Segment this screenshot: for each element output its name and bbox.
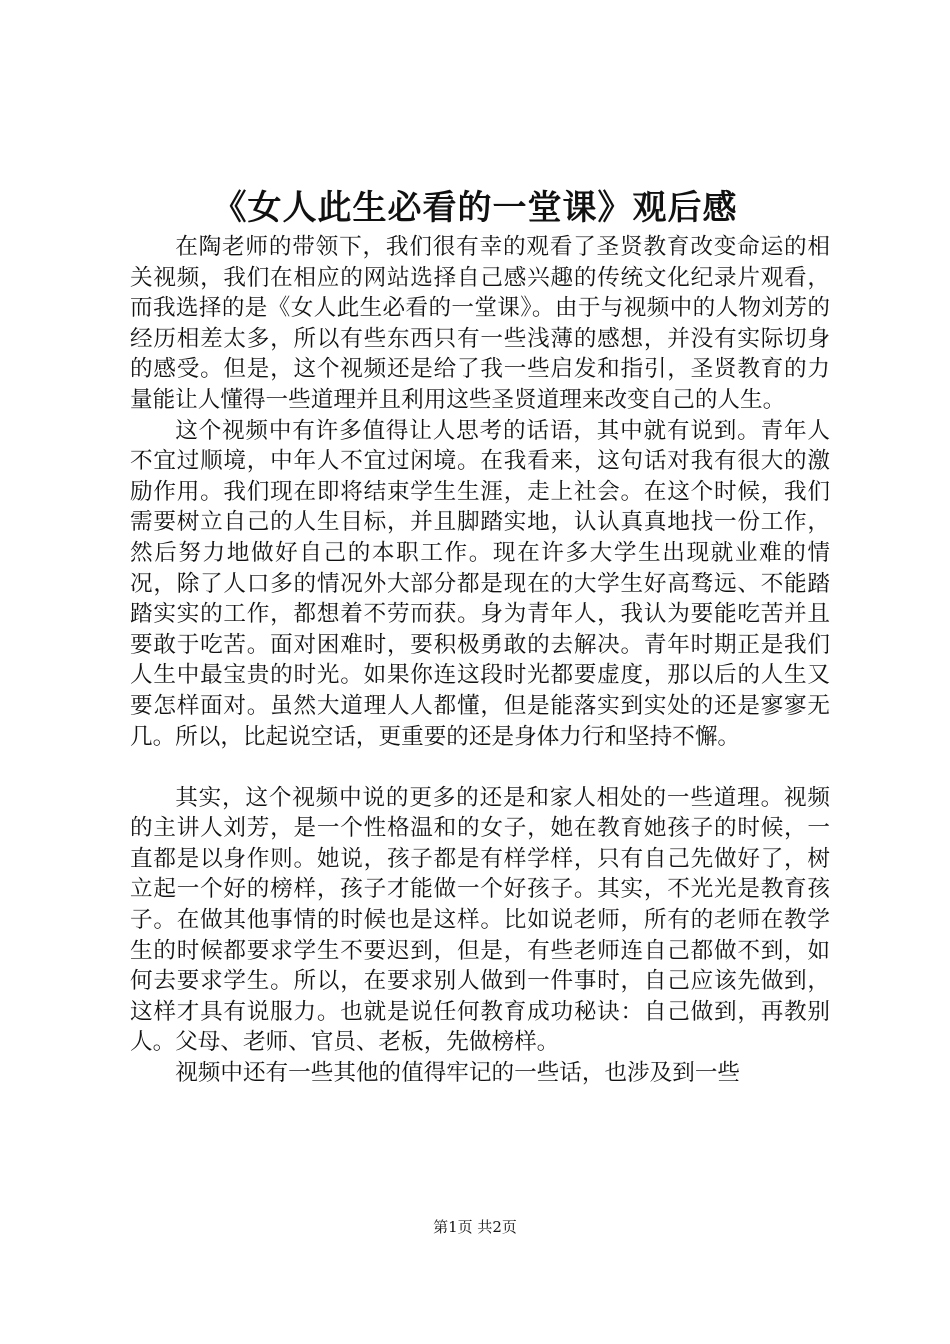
paragraph: 视频中还有一些其他的值得牢记的一些话，也涉及到一些: [175, 1060, 741, 1087]
paragraph: 这个视频中有许多值得让人思考的话语，其中就有说到。青年人不宜过顺境，中年人不宜过闲境。在我看来，这句话对我有很大的激励作用。我们现在即将结束学生生涯，走上社会。在这个时候，我们需要树立自己的人生目标，并且脚踏实地，认认真真地找一份工作，然后努力地做好自己的本职工作。现在许多大学生出现就业难的情况，除了人口多的情况外大部分都是现在的大学生好高骛远、不能踏踏实实的工作，都想着不劳而获。身为青年人，我认为要能吃苦并且要敢于吃苦。面对困难时，要积极勇敢的去解决。青年时期正是我们人生中最宝贵的时光。如果你连这段时光都要虚度，那以后的人生又要怎样面对。虽然大道理人人都懂，但是能落实到实处的还是寥寥无几。所以，比起说空话，更重要的还是身体力行和坚持不懈。: [130, 417, 830, 750]
document-body: [130, 232, 830, 1089]
paragraph: 其实，这个视频中说的更多的还是和家人相处的一些道理。视频的主讲人刘芳，是一个性格温和的女子，她在教育她孩子的时候，一直都是以身作则。她说，孩子都是有样学样，只有自己先做好了，树立起一个好的榜样，孩子才能做一个好孩子。其实，不光光是教育孩子。在做其他事情的时候也是这样。比如说老师，所有的老师在教学生的时候都要求学生不要迟到，但是，有些老师连自己都做不到，如何去要求学生。所以，在要求别人做到一件事时，自己应该先做到，这样才具有说服力。也就是说任何教育成功秘诀：自己做到，再教别人。父母、老师、官员、老板，先做榜样。: [130, 784, 830, 1056]
paragraph: 在陶老师的带领下，我们很有幸的观看了圣贤教育改变命运的相关视频，我们在相应的网站选择自己感兴趣的传统文化纪录片观看，而我选择的是《女人此生必看的一堂课》。由于与视频中的人物刘芳的经历相差太多，所以有些东西只有一些浅薄的感想，并没有实际切身的感受。但是，这个视频还是给了我一些启发和指引，圣贤教育的力量能让人懂得一些道理并且利用这些圣贤道理来改变自己的人生。: [130, 234, 830, 413]
document-title: 《女人此生必看的一堂课》观后感: [212, 188, 738, 228]
page-number-footer: 第1页 共2页: [433, 1218, 517, 1236]
